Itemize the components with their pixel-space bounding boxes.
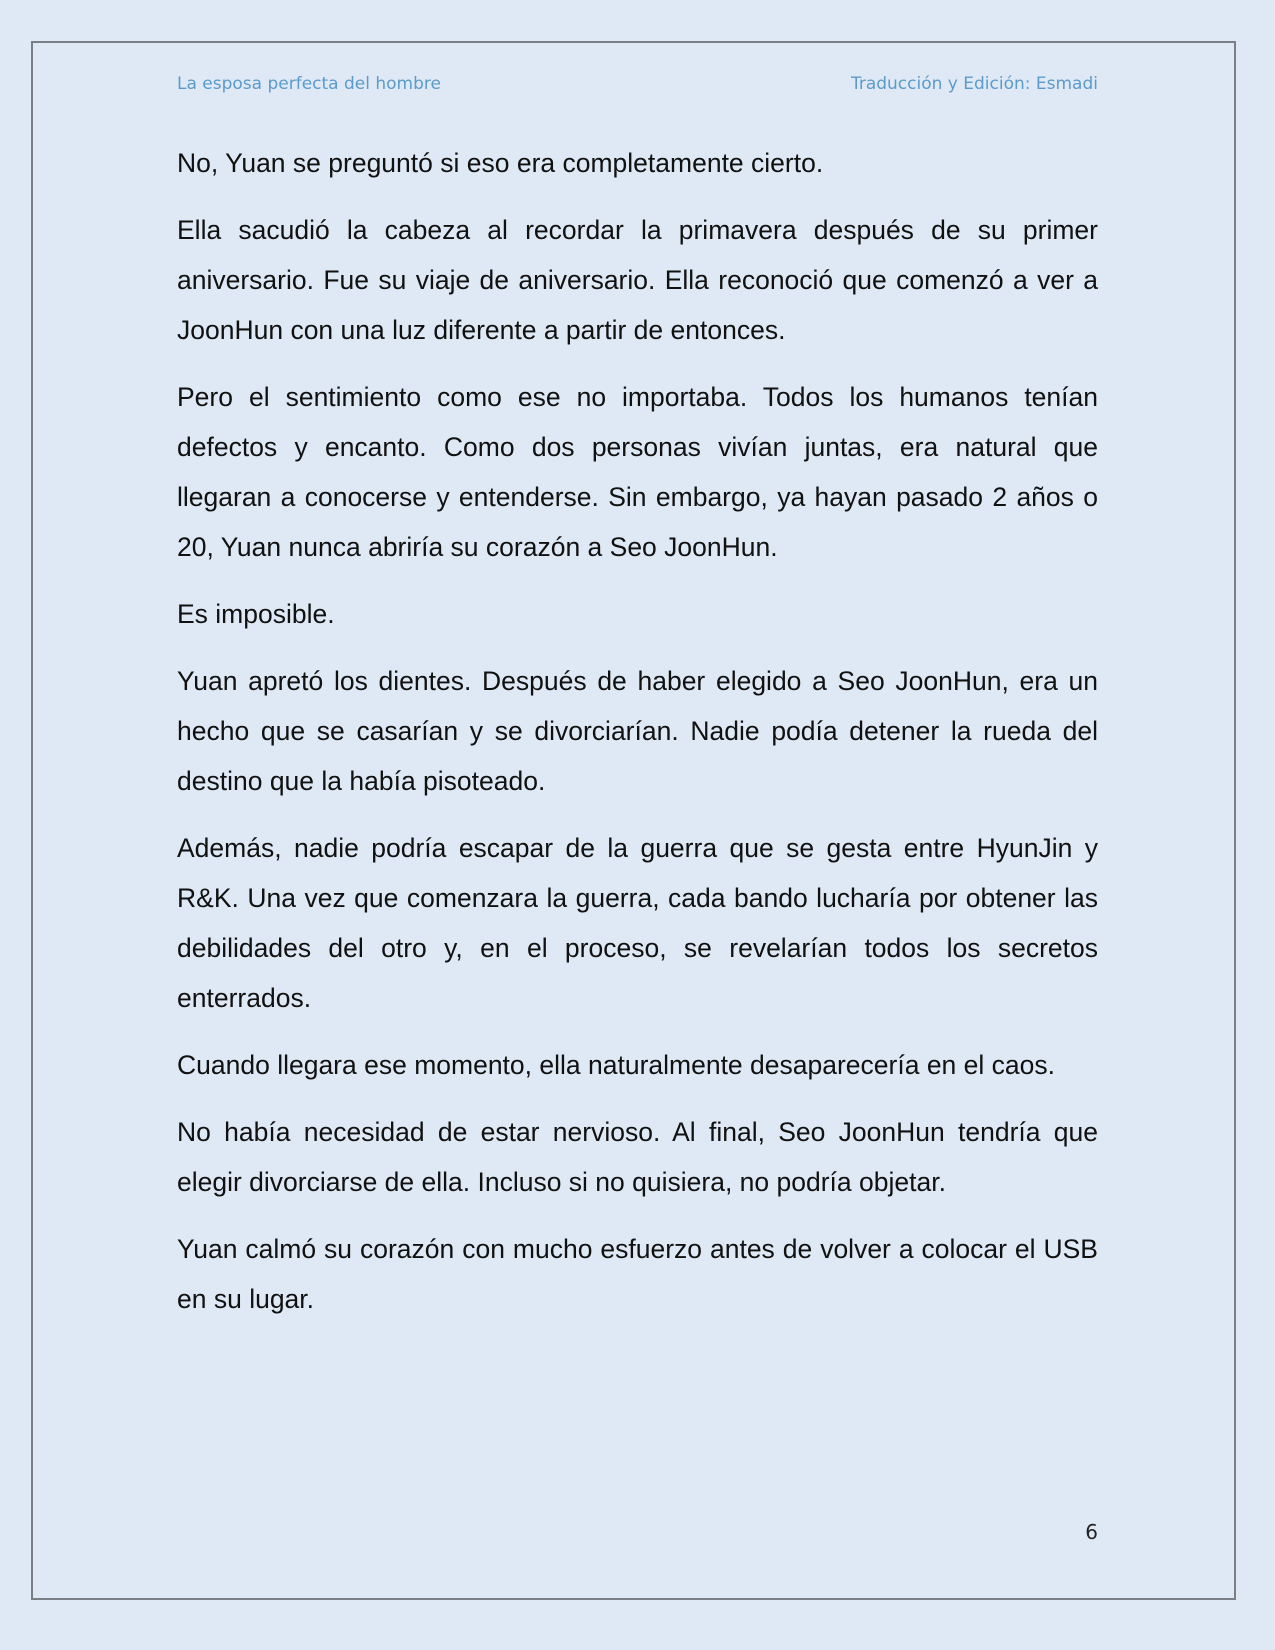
paragraph: Yuan apretó los dientes. Después de haber elegido a Seo JoonHun, era un hecho que se casarían y se divorciarían. Nadie podía detener la rueda del destino que la había pisoteado.	[177, 666, 1098, 796]
paragraph: Cuando llegara ese momento, ella naturalmente desaparecería en el caos.	[177, 1050, 1055, 1080]
paragraph: No había necesidad de estar nervioso. Al final, Seo JoonHun tendría que elegir divorciarse de ella. Incluso si no quisiera, no podría objetar.	[177, 1117, 1098, 1197]
page-number: 6	[1085, 1520, 1098, 1544]
header-book-title: La esposa perfecta del hombre	[177, 74, 441, 94]
paragraph: Yuan calmó su corazón con mucho esfuerzo antes de volver a colocar el USB en su lugar.	[177, 1234, 1098, 1314]
paragraph: Además, nadie podría escapar de la guerra que se gesta entre HyunJin y R&K. Una vez que comenzara la guerra, cada bando lucharía por obtener las debilidades del otro y, en el proceso, se revelarían todos los secretos enterrados.	[177, 833, 1098, 1013]
paragraph: Es imposible.	[177, 599, 335, 629]
paragraph: Pero el sentimiento como ese no importaba. Todos los humanos tenían defectos y encanto. Como dos personas vivían juntas, era natural que llegaran a conocerse y entenderse. Sin embargo, ya hayan pasado 2 años o 20, Yuan nunca abriría su corazón a Seo JoonHun.	[177, 382, 1098, 562]
paragraph: No, Yuan se preguntó si eso era completamente cierto.	[177, 148, 824, 178]
page-header	[177, 74, 1098, 94]
header-credits: Traducción y Edición: Esmadi	[850, 74, 1098, 94]
page-body	[177, 138, 1098, 1341]
paragraph: Ella sacudió la cabeza al recordar la primavera después de su primer aniversario. Fue su viaje de aniversario. Ella reconoció que comenzó a ver a JoonHun con una luz diferente a partir de entonces.	[177, 215, 1098, 345]
